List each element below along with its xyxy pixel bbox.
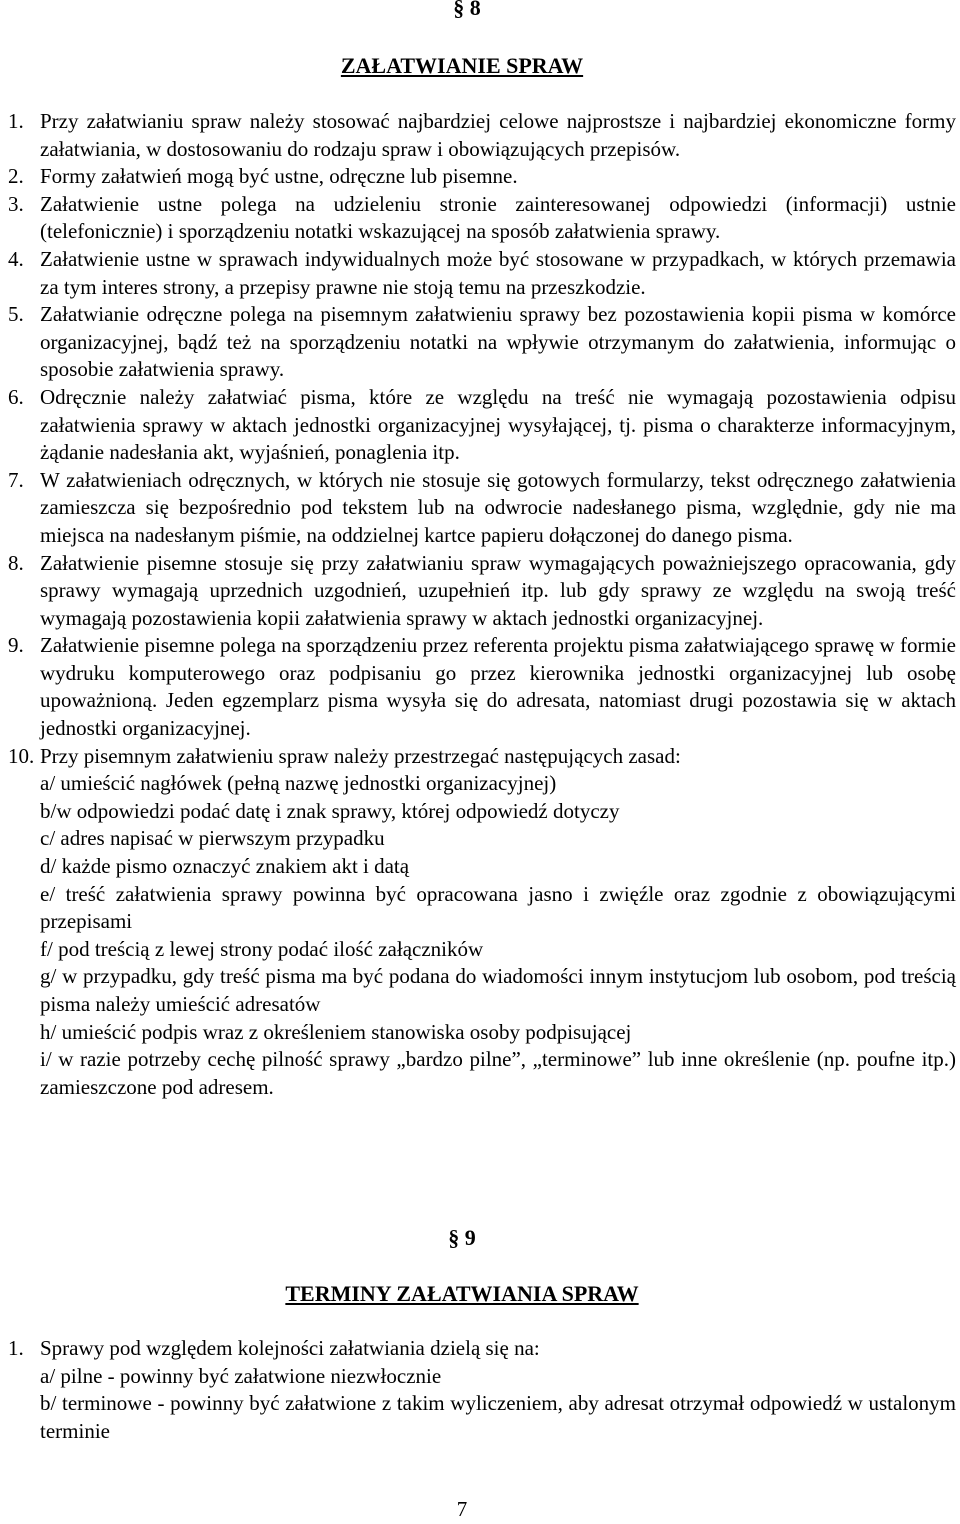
list-item: [0, 246, 956, 301]
item-number: 1.: [8, 109, 24, 133]
list-item: [0, 108, 956, 163]
list-item: [0, 301, 956, 384]
list-item: [0, 550, 956, 633]
item-text: Załatwienie ustne polega na udzieleniu stronie zainteresowanej odpowiedzi (informacji) ustnie (telefonicznie) i sporządzeniu notatki wskazującej na sposób załatwienia sprawy.: [40, 191, 956, 244]
item-number: 2.: [8, 164, 24, 189]
item-number: 5.: [8, 302, 24, 327]
sub-item-a: a/ umieścić nagłówek (pełną nazwę jednostki organizacyjnej): [40, 771, 557, 796]
list-item: [0, 384, 956, 467]
section-sign-9: § 9: [448, 1225, 476, 1250]
section-title-8: ZAŁATWIANIE SPRAW: [340, 53, 584, 78]
item-text: Załatwianie odręczne polega na pisemnym załatwieniu sprawy bez pozostawienia kopii pisma w komórce organizacyjnej, bądź też na sporządzeniu notatki na wpływie otrzymanym do załatwienia, informując o sposobie załatwienia sprawy.: [40, 302, 956, 382]
section-8-list: [0, 108, 956, 1101]
list-item: [0, 163, 956, 191]
sub-item-h: h/ umieścić podpis wraz z określeniem stanowiska osoby podpisującej: [40, 1019, 632, 1044]
list-item-10: [0, 743, 956, 1102]
item-text: W załatwieniach odręcznych, w których nie stosuje się gotowych formularzy, tekst odręcznego załatwienia zamieszcza się bezpośrednio pod tekstem lub na odwrocie nadesłanego pisma, względnie, gdy nie ma miejsca na nadesłanym piśmie, na oddzielnej kartce papieru dołączonej do danego pisma.: [40, 467, 956, 547]
sub-item-e: e/ treść załatwienia sprawy powinna być opracowana jasno i zwięźle oraz zgodnie z obowiązującymi przepisami: [40, 881, 956, 934]
sub-item-g: g/ w przypadku, gdy treść pisma ma być podana do wiadomości innym instytucjom lub osobom, pod treścią pisma należy umieścić adresatów: [40, 964, 956, 1016]
item-number: 10.: [8, 743, 35, 768]
list-item: [0, 467, 956, 550]
section-9-list: [0, 1335, 956, 1445]
item-text: Załatwienie ustne w sprawach indywidualnych może być stosowane w przypadkach, w których przemawia za tym interes strony, a przepisy prawne nie stoją temu na przeszkodzie.: [40, 246, 956, 299]
page-number: 7: [456, 1497, 468, 1521]
list-item: [0, 191, 956, 246]
sub-item-b: b/ terminowe - powinny być załatwione z takim wyliczeniem, aby adresat otrzymał odpowiedź w ustalonym terminie: [40, 1391, 956, 1443]
sub-item-i: i/ w razie potrzeby cechę pilność sprawy „bardzo pilne”, „terminowe” lub inne określenie (np. poufne itp.) zamieszczone pod adresem.: [40, 1047, 956, 1099]
section-sign-8: § 8: [453, 0, 481, 20]
item-number: 8.: [8, 550, 24, 575]
sub-item-b: b/w odpowiedzi podać datę i znak sprawy, której odpowiedź dotyczy: [40, 798, 620, 823]
item-number: 4.: [8, 246, 24, 271]
sub-item-a: a/ pilne - powinny być załatwione niezwłocznie: [40, 1363, 442, 1388]
item-intro: Sprawy pod względem kolejności załatwiania dzielą się na:: [40, 1336, 540, 1360]
item-text: Odręcznie należy załatwiać pisma, które ze względu na treść nie wymagają pozostawienia odpisu załatwienia sprawy w aktach jednostki organizacyjnej wysyłającej, tj. pisma o charakterze informacyjnym, żądanie nadesłania akt, wyjaśnień, ponaglenia itp.: [40, 384, 956, 465]
item-text: Formy załatwień mogą być ustne, odręczne lub pisemne.: [40, 164, 518, 189]
sub-item-c: c/ adres napisać w pierwszym przypadku: [40, 826, 385, 851]
section-title-9: TERMINY ZAŁATWIANIA SPRAW: [285, 1281, 639, 1306]
list-item: [0, 632, 956, 742]
item-number: 1.: [8, 1336, 24, 1360]
item-number: 7.: [8, 467, 24, 492]
item-text: Załatwienie pisemne polega na sporządzeniu przez referenta projektu pisma załatwiającego sprawę w formie wydruku komputerowego oraz podpisaniu go przez kierownika jednostki organizacyjnej lub osobę upoważnioną. Jeden egzemplarz pisma wysyła się do adresata, natomiast drugi pozostawia się w aktach jednostki organizacyjnej.: [40, 633, 956, 741]
sub-item-f: f/ pod treścią z lewej strony podać ilość załączników: [40, 936, 484, 961]
item-text: Przy załatwianiu spraw należy stosować najbardziej celowe najprostsze i najbardziej ekonomiczne formy załatwiania, w dostosowaniu do rodzaju spraw i obowiązujących przepisów.: [40, 109, 956, 161]
list-item: [0, 1335, 956, 1445]
item-intro: Przy pisemnym załatwieniu spraw należy przestrzegać następujących zasad:: [40, 743, 681, 768]
item-number: 6.: [8, 384, 24, 409]
item-text: Załatwienie pisemne stosuje się przy załatwianiu spraw wymagających poważniejszego opracowania, gdy sprawy wymagają uprzednich uzgodnień, uzupełnień itp. lub gdy sprawy ze względu na swoją treść wymagają pozostawienia kopii załatwienia sprawy w aktach jednostki organizacyjnej.: [40, 550, 956, 630]
sub-item-d: d/ każde pismo oznaczyć znakiem akt i datą: [40, 854, 410, 879]
item-number: 9.: [8, 633, 24, 658]
item-number: 3.: [8, 191, 24, 216]
